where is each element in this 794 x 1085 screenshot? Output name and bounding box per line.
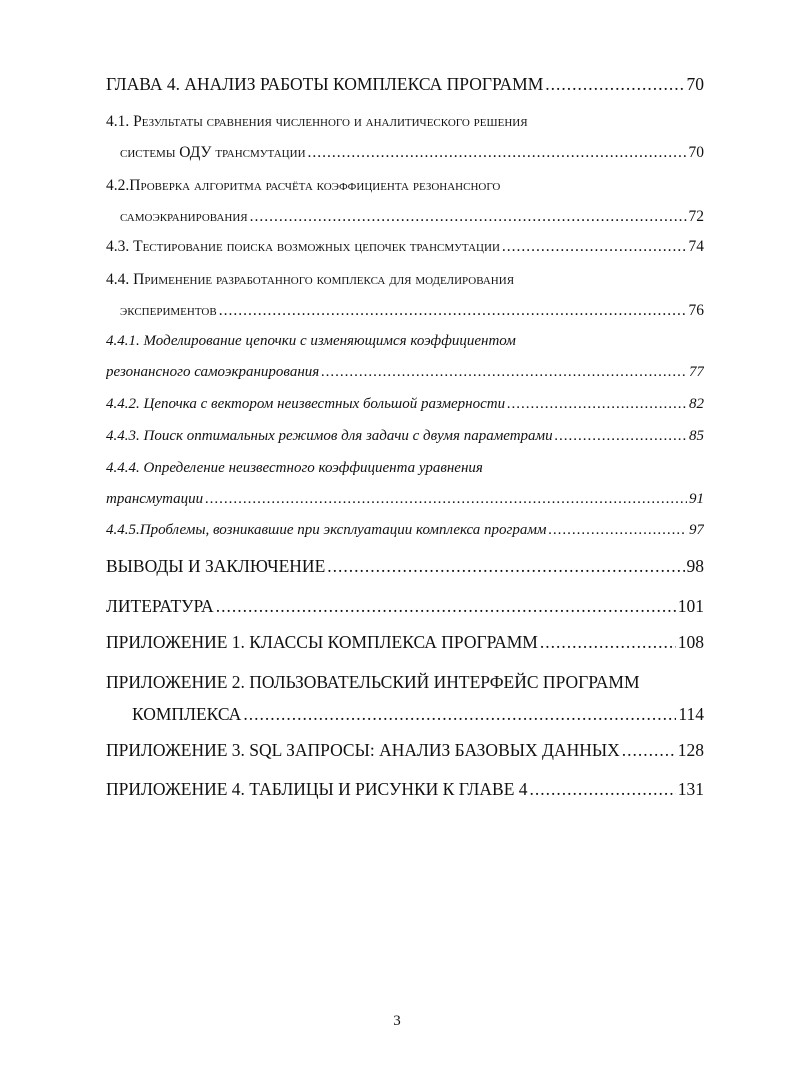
toc-entry-4-4 bbox=[106, 302, 704, 320]
toc-entry-page: 70 bbox=[686, 74, 704, 94]
toc-entry-page: 114 bbox=[678, 704, 704, 724]
toc-entry-page: 70 bbox=[688, 144, 704, 161]
toc-entry-appendix-2 bbox=[106, 704, 704, 725]
toc-entry-appendix-3 bbox=[106, 740, 704, 761]
toc-entry-title: резонансного самоэкранирования bbox=[106, 364, 320, 380]
toc-entry-title: экспериментов bbox=[120, 302, 217, 319]
toc-leader-dots bbox=[327, 556, 684, 577]
toc-leader-dots bbox=[530, 779, 676, 800]
toc-leader-dots bbox=[308, 144, 687, 162]
toc-entry-page: 72 bbox=[688, 208, 704, 225]
toc-entry-4-2 bbox=[106, 208, 704, 226]
toc-entry-title: ПРИЛОЖЕНИЕ 4. ТАБЛИЦЫ И РИСУНКИ К ГЛАВЕ 4 bbox=[106, 779, 528, 799]
toc-entry-page: 85 bbox=[689, 428, 704, 444]
toc-leader-dots bbox=[321, 364, 687, 381]
toc-entry-title: КОМПЛЕКСА bbox=[132, 704, 242, 724]
toc-entry-appendix-1 bbox=[106, 632, 704, 653]
toc-entry-title: трансмутации bbox=[106, 491, 204, 507]
toc-leader-dots bbox=[555, 428, 687, 445]
toc-leader-dots bbox=[540, 632, 676, 653]
toc-entry-conclusions bbox=[106, 556, 704, 577]
toc-entry-page: 98 bbox=[686, 556, 704, 576]
toc-entry-4-3 bbox=[106, 238, 704, 256]
toc-entry-page: 97 bbox=[689, 522, 704, 538]
toc-entry-title: самоэкранирования bbox=[120, 208, 248, 225]
toc-entry-chapter-4 bbox=[106, 74, 704, 95]
toc-entry-page: 131 bbox=[677, 779, 704, 799]
toc-entry-title: 4.4.2. Цепочка с вектором неизвестных большой размерности bbox=[106, 396, 506, 412]
toc-leader-dots bbox=[502, 238, 687, 256]
toc-entry-appendix-2-line1: ПРИЛОЖЕНИЕ 2. ПОЛЬЗОВАТЕЛЬСКИЙ ИНТЕРФЕЙС ПРОГРАММ bbox=[106, 672, 640, 692]
toc-leader-dots bbox=[205, 491, 687, 508]
toc-leader-dots bbox=[507, 396, 687, 413]
toc-entry-title: ЛИТЕРАТУРА bbox=[106, 596, 214, 616]
toc-entry-title: ПРИЛОЖЕНИЕ 3. SQL ЗАПРОСЫ: АНАЛИЗ БАЗОВЫХ ДАННЫХ bbox=[106, 740, 620, 760]
toc-leader-dots bbox=[243, 704, 676, 725]
toc-entry-4-4-1 bbox=[106, 364, 704, 381]
toc-entry-title: ГЛАВА 4. АНАЛИЗ РАБОТЫ КОМПЛЕКСА ПРОГРАММ bbox=[106, 74, 544, 94]
toc-entry-page: 128 bbox=[677, 740, 704, 760]
toc-entry-4-1-line1: 4.1. Результаты сравнения численного и аналитического решения bbox=[106, 113, 528, 130]
page-number: 3 bbox=[393, 1013, 401, 1029]
toc-entry-title: 4.4.5.Проблемы, возникавшие при эксплуатации комплекса программ bbox=[106, 522, 547, 538]
toc-entry-4-2-line1: 4.2.Проверка алгоритма расчёта коэффициента резонансного bbox=[106, 177, 501, 194]
toc-entry-4-4-4-line1: 4.4.4. Определение неизвестного коэффициента уравнения bbox=[106, 460, 483, 476]
toc-leader-dots bbox=[622, 740, 676, 761]
toc-entry-4-4-5 bbox=[106, 522, 704, 539]
toc-leader-dots bbox=[545, 74, 684, 95]
toc-entry-page: 77 bbox=[689, 364, 704, 380]
toc-entry-literature bbox=[106, 596, 704, 617]
toc-entry-4-4-1-line1: 4.4.1. Моделирование цепочки с изменяющимся коэффициентом bbox=[106, 333, 516, 349]
toc-entry-4-1 bbox=[106, 144, 704, 162]
toc-entry-title: ПРИЛОЖЕНИЕ 1. КЛАССЫ КОМПЛЕКСА ПРОГРАММ bbox=[106, 632, 538, 652]
toc-entry-appendix-4 bbox=[106, 779, 704, 800]
toc-entry-page: 91 bbox=[689, 491, 704, 507]
toc-entry-4-4-line1: 4.4. Применение разработанного комплекса для моделирования bbox=[106, 271, 515, 288]
toc-entry-4-4-2 bbox=[106, 396, 704, 413]
toc-leader-dots bbox=[219, 302, 687, 320]
toc-entry-page: 76 bbox=[688, 302, 704, 319]
toc-leader-dots bbox=[250, 208, 687, 226]
toc-leader-dots bbox=[216, 596, 676, 617]
toc-entry-title: системы ОДУ трансмутации bbox=[120, 144, 306, 161]
toc-entry-page: 101 bbox=[677, 596, 704, 616]
toc-entry-page: 108 bbox=[677, 632, 704, 652]
toc-entry-page: 82 bbox=[689, 396, 704, 412]
toc-entry-page: 74 bbox=[688, 238, 704, 255]
toc-entry-title: 4.4.3. Поиск оптимальных режимов для задачи с двумя параметрами bbox=[106, 428, 553, 444]
toc-entry-4-4-4 bbox=[106, 491, 704, 508]
toc-leader-dots bbox=[549, 522, 688, 539]
toc-entry-4-4-3 bbox=[106, 428, 704, 445]
toc-entry-title: ВЫВОДЫ И ЗАКЛЮЧЕНИЕ bbox=[106, 556, 326, 576]
toc-entry-title: 4.3. Тестирование поиска возможных цепочек трансмутации bbox=[106, 238, 500, 255]
